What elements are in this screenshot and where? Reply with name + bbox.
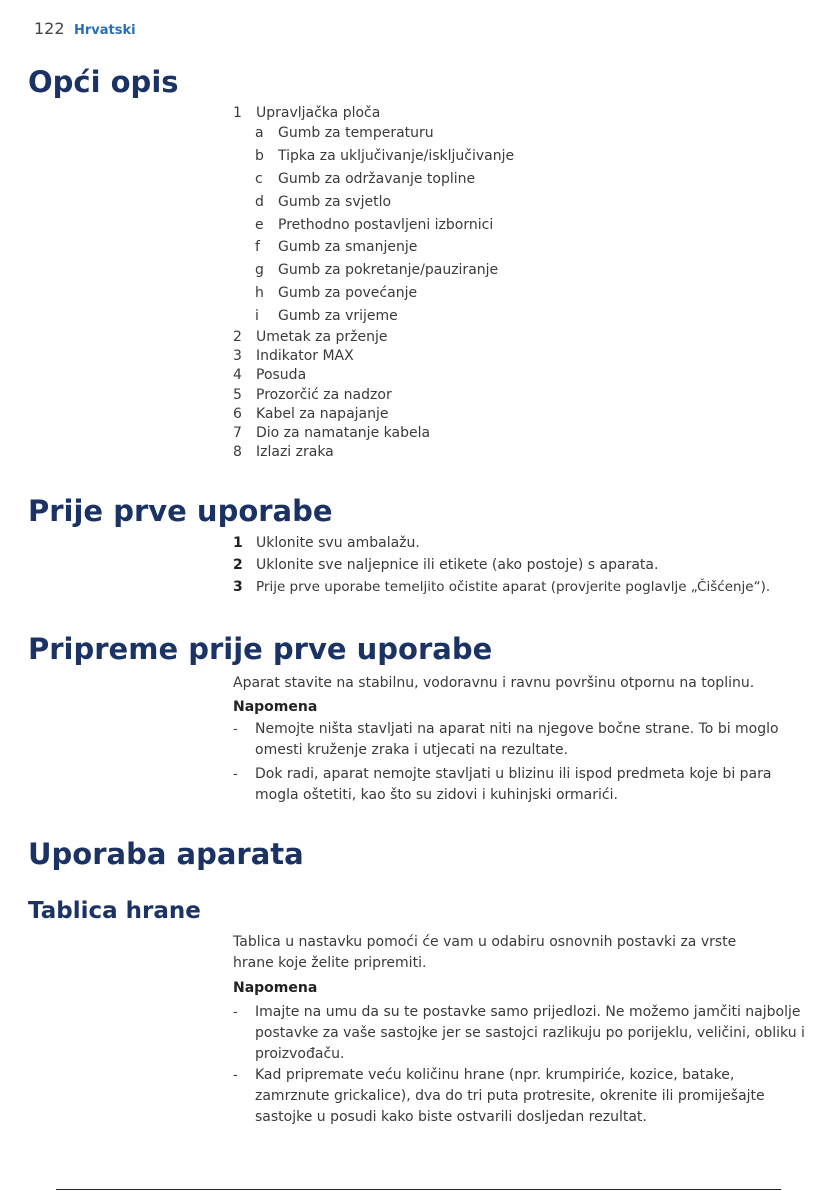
list-number: 6	[233, 406, 242, 422]
section-title-preparation: Pripreme prije prve uporabe	[28, 632, 493, 666]
sub-letter: d	[255, 194, 264, 210]
section-title-general: Opći opis	[28, 65, 179, 99]
sub-label: Gumb za svjetlo	[278, 194, 392, 210]
list-number: 2	[233, 329, 242, 345]
list-number: 7	[233, 425, 242, 441]
sub-label: Gumb za održavanje topline	[278, 171, 476, 187]
sub-letter: e	[255, 217, 264, 233]
sub-letter: g	[255, 262, 264, 278]
list-number: 4	[233, 367, 242, 383]
sub-label: Gumb za pokretanje/pauziranje	[278, 262, 499, 278]
bullet-text: Imajte na umu da su te postavke samo prijedlozi. Ne možemo jamčiti najbolje postavke za vaše sastojke jer se sastojci razlikuju po porijeklu, veličini, obliku i proizvođaču.	[255, 1004, 805, 1062]
sub-letter: h	[255, 285, 264, 301]
sub-letter: c	[255, 171, 263, 187]
bullet-text: Kad pripremate veću količinu hrane (npr. krumpiriće, kozice, batake, zamrznute grickalice), dva do tri puta protresite, okrenite ili promiješajte sastojke u posudi kako biste ostvarili dosljedan rezultat.	[255, 1067, 765, 1125]
sub-letter: f	[255, 239, 260, 255]
list-label: Posuda	[256, 367, 307, 383]
step-number: 3	[233, 579, 243, 595]
step-text: Uklonite svu ambalažu.	[256, 535, 420, 551]
preparation-intro: Aparat stavite na stabilnu, vodoravnu i ravnu površinu otpornu na toplinu.	[233, 675, 755, 691]
sub-label: Prethodno postavljeni izbornici	[278, 217, 494, 233]
sub-letter: i	[255, 308, 259, 324]
sub-label: Gumb za vrijeme	[278, 308, 398, 324]
bullet-text: Nemojte ništa stavljati na aparat niti na njegove bočne strane. To bi moglo omesti kruženje zraka i utjecati na rezultate.	[255, 721, 779, 758]
subsection-title-food-table: Tablica hrane	[28, 898, 201, 924]
list-label: Prozorčić za nadzor	[256, 387, 392, 403]
note-label: Napomena	[233, 980, 318, 996]
bullet-text: Dok radi, aparat nemojte stavljati u blizinu ili ispod predmeta koje bi para mogla oštetiti, kao što su zidovi i kuhinjski ormarići.	[255, 766, 772, 803]
sub-label: Gumb za smanjenje	[278, 239, 418, 255]
list-number: 1	[233, 105, 242, 121]
step-number: 1	[233, 535, 243, 551]
list-number: 8	[233, 444, 242, 460]
dash-marker: -	[233, 1005, 238, 1020]
page-number: 122	[34, 19, 65, 38]
sub-letter: b	[255, 148, 264, 164]
bullet-item	[233, 764, 805, 806]
section-title-using: Uporaba aparata	[28, 837, 304, 871]
bullet-item	[233, 1002, 830, 1065]
page-language: Hrvatski	[74, 23, 136, 38]
section-title-before-first-use: Prije prve uporabe	[28, 494, 333, 528]
list-label: Indikator MAX	[256, 348, 354, 364]
sub-label: Gumb za temperaturu	[278, 125, 434, 141]
sub-letter: a	[255, 125, 264, 141]
footer-divider	[56, 1189, 781, 1190]
dash-marker: -	[233, 1068, 238, 1083]
step-text: Prije prve uporabe temeljito očistite aparat (provjerite poglavlje „Čišćenje“).	[256, 579, 771, 595]
list-label: Upravljačka ploča	[256, 105, 381, 121]
list-label: Izlazi zraka	[256, 444, 334, 460]
list-label: Dio za namatanje kabela	[256, 425, 431, 441]
list-number: 5	[233, 387, 242, 403]
list-label: Umetak za prženje	[256, 329, 388, 345]
dash-marker: -	[233, 767, 238, 782]
sub-label: Tipka za uključivanje/isključivanje	[278, 148, 515, 164]
bullet-item	[233, 719, 805, 761]
step-text: Uklonite sve naljepnice ili etikete (ako postoje) s aparata.	[256, 557, 659, 573]
bullet-item	[233, 1065, 795, 1128]
dash-marker: -	[233, 722, 238, 737]
step-number: 2	[233, 557, 243, 573]
food-table-intro: Tablica u nastavku pomoći će vam u odabiru osnovnih postavki za vrste hrane koje želite pripremiti.	[233, 934, 737, 971]
sub-label: Gumb za povećanje	[278, 285, 418, 301]
list-label: Kabel za napajanje	[256, 406, 389, 422]
note-label: Napomena	[233, 699, 318, 715]
list-number: 3	[233, 348, 242, 364]
